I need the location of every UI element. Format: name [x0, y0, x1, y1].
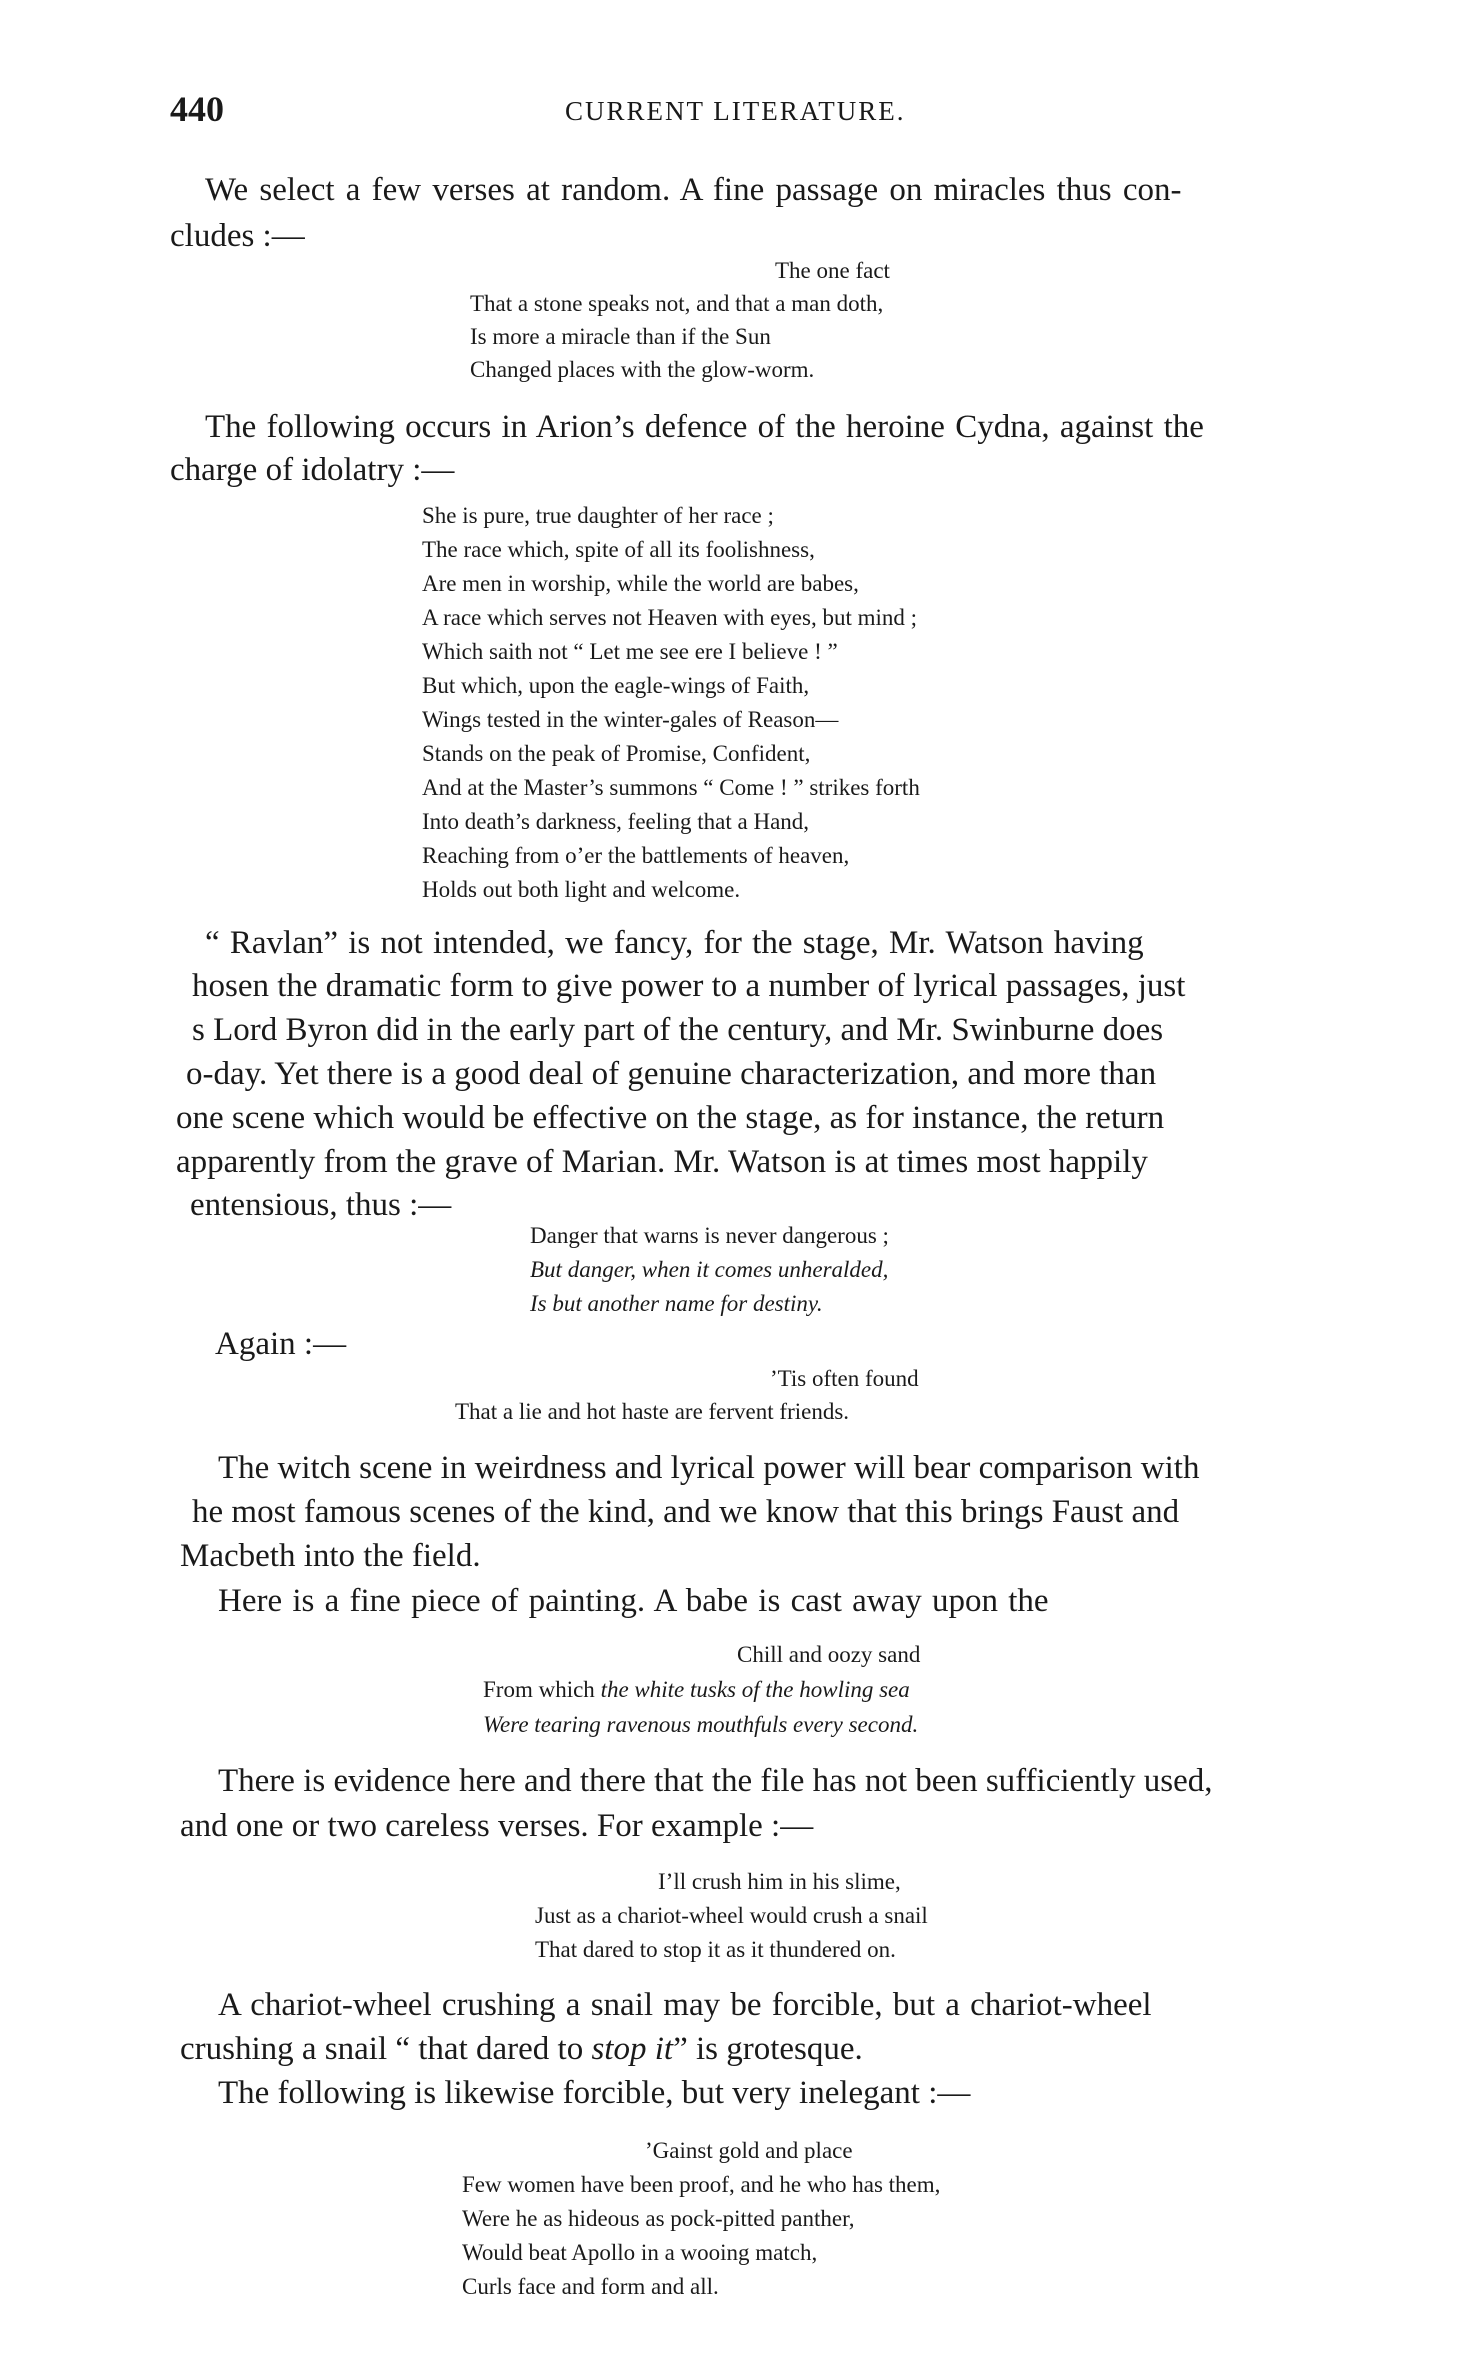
verse-5-line-2-roman: From which	[483, 1677, 601, 1702]
verse-2-line-8: Stands on the peak of Promise, Confident,	[422, 741, 811, 766]
verse-2-line-3: Are men in worship, while the world are babes,	[422, 571, 859, 596]
verse-5-line-1: Chill and oozy sand	[737, 1642, 921, 1667]
paragraph-6-line-1: There is evidence here and there that the file has not been sufficiently used,	[218, 1763, 1213, 1799]
verse-2-line-6: But which, upon the eagle-wings of Faith,	[422, 673, 810, 698]
paragraph-3-line-2: hosen the dramatic form to give power to a number of lyrical passages, just	[192, 968, 1186, 1004]
verse-2-line-4: A race which serves not Heaven with eyes, but mind ;	[422, 605, 918, 630]
paragraph-4-line-3: Macbeth into the field.	[180, 1538, 481, 1574]
verse-2-line-5: Which saith not “ Let me see ere I believe ! ”	[422, 639, 838, 664]
verse-6-line-2: Just as a chariot-wheel would crush a snail	[535, 1903, 928, 1928]
verse-3-line-2: But danger, when it comes unheralded,	[530, 1257, 889, 1282]
paragraph-7-line-2-end: ” is grotesque.	[673, 2031, 863, 2067]
paragraph-6-line-2: and one or two careless verses. For example :—	[180, 1808, 814, 1844]
again-label: Again :—	[215, 1326, 347, 1362]
verse-2-line-9: And at the Master’s summons “ Come ! ” strikes forth	[422, 775, 920, 800]
verse-4-line-1: ’Tis often found	[770, 1366, 919, 1391]
paragraph-7-line-2-start: crushing a snail “ that dared to	[180, 2031, 592, 2067]
paragraph-1-line-1: We select a few verses at random. A fine passage on miracles thus con-	[205, 172, 1182, 208]
paragraph-8: The following is likewise forcible, but very inelegant :—	[218, 2075, 971, 2111]
paragraph-2-line-2: charge of idolatry :—	[170, 452, 455, 488]
paragraph-7-line-2	[180, 2031, 863, 2068]
verse-5-line-2-italic: the white tusks of the howling sea	[600, 1677, 910, 1702]
verse-1-line-3: Is more a miracle than if the Sun	[470, 324, 771, 349]
paragraph-1-line-2: cludes :—	[170, 218, 305, 254]
verse-3-line-3: Is but another name for destiny.	[530, 1291, 823, 1316]
paragraph-3-line-7: entensious, thus :—	[190, 1187, 452, 1223]
paragraph-3-line-1: “ Ravlan” is not intended, we fancy, for the stage, Mr. Watson having	[205, 925, 1144, 961]
paragraph-3-line-3: s Lord Byron did in the early part of the century, and Mr. Swinburne does	[192, 1012, 1164, 1048]
paragraph-4-line-1: The witch scene in weirdness and lyrical power will bear comparison with	[218, 1450, 1200, 1486]
verse-7-line-2: Few women have been proof, and he who has them,	[462, 2172, 941, 2197]
paragraph-7-line-1: A chariot-wheel crushing a snail may be forcible, but a chariot-wheel	[218, 1987, 1152, 2023]
verse-2-line-11: Reaching from o’er the battlements of heaven,	[422, 843, 850, 868]
verse-7-line-1: ’Gainst gold and place	[645, 2138, 853, 2163]
paragraph-3-line-6: apparently from the grave of Marian. Mr. Watson is at times most happily	[176, 1144, 1148, 1180]
verse-5-line-2	[483, 1677, 910, 1703]
verse-3-line-1: Danger that warns is never dangerous ;	[530, 1223, 889, 1248]
paragraph-4-line-2: he most famous scenes of the kind, and we know that this brings Faust and	[192, 1494, 1180, 1530]
verse-2-line-7: Wings tested in the winter-gales of Reason—	[422, 707, 839, 732]
verse-1-line-1: The one fact	[775, 258, 890, 283]
paragraph-3-line-4: o-day. Yet there is a good deal of genuine characterization, and more than	[186, 1056, 1157, 1092]
verse-7-line-5: Curls face and form and all.	[462, 2274, 719, 2299]
running-title: CURRENT LITERATURE.	[565, 96, 906, 126]
verse-5-line-3: Were tearing ravenous mouthfuls every second.	[483, 1712, 919, 1737]
verse-2-line-10: Into death’s darkness, feeling that a Hand,	[422, 809, 810, 834]
paragraph-5: Here is a fine piece of painting. A babe is cast away upon the	[218, 1583, 1049, 1619]
verse-1-line-4: Changed places with the glow-worm.	[470, 357, 815, 382]
verse-7-line-4: Would beat Apollo in a wooing match,	[462, 2240, 818, 2265]
verse-2-line-12: Holds out both light and welcome.	[422, 877, 741, 902]
paragraph-3-line-5: one scene which would be effective on the stage, as for instance, the return	[176, 1100, 1165, 1136]
paragraph-7-line-2-italic: stop it	[591, 2031, 674, 2067]
verse-7-line-3: Were he as hideous as pock-pitted panther,	[462, 2206, 855, 2231]
page-number: 440	[170, 89, 224, 129]
verse-6-line-1: I’ll crush him in his slime,	[658, 1869, 901, 1894]
verse-1-line-2: That a stone speaks not, and that a man doth,	[470, 291, 884, 316]
verse-6-line-3: That dared to stop it as it thundered on.	[535, 1937, 896, 1962]
verse-4-line-2: That a lie and hot haste are fervent friends.	[455, 1399, 850, 1424]
paragraph-2-line-1: The following occurs in Arion’s defence of the heroine Cydna, against the	[205, 409, 1204, 445]
verse-2-line-2: The race which, spite of all its foolishness,	[422, 537, 815, 562]
verse-2-line-1: She is pure, true daughter of her race ;	[422, 503, 774, 528]
